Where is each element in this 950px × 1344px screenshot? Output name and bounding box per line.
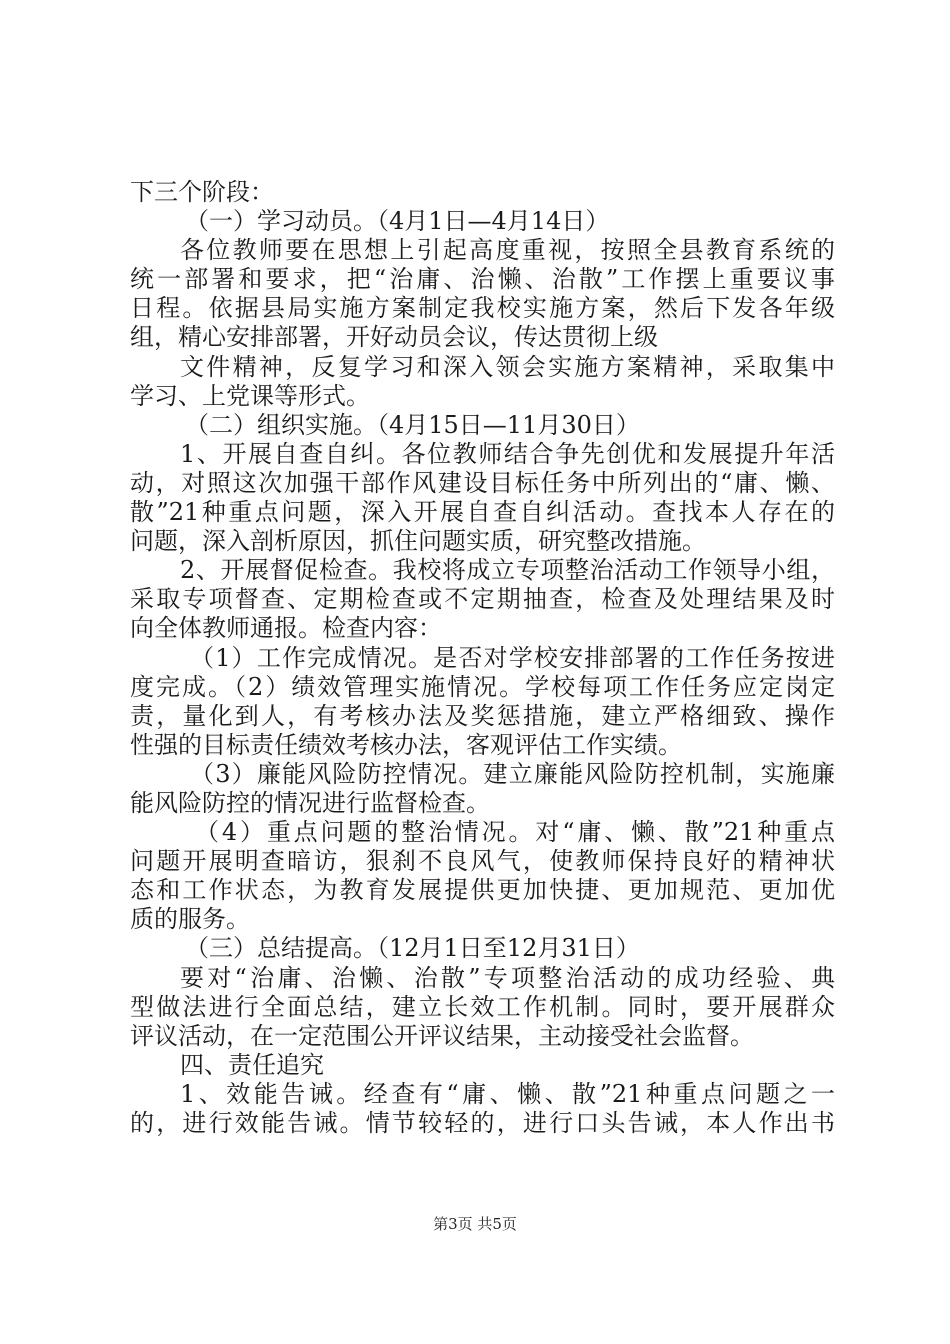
section-heading: （二）组织实施。（4月15日—11月30日） bbox=[185, 410, 640, 439]
page-number: 第3页 共5页 bbox=[433, 1215, 517, 1233]
paragraph-line: 下三个阶段： bbox=[130, 178, 274, 206]
paragraph-line: 文件精神，反复学习和深入领会实施方案精神，采取集中 bbox=[180, 352, 835, 381]
paragraph-line: 1、开展自查自纠。各位教师结合争先创优和发展提升年活 bbox=[180, 439, 835, 468]
paragraph-line: 采取专项督查、定期检查或不定期抽查，检查及处理结果及时 bbox=[130, 585, 835, 614]
paragraph-line: 2、开展督促检查。我校将成立专项整治活动工作领导小组， bbox=[180, 556, 835, 585]
paragraph-line: 各位教师要在思想上引起高度重视，按照全县教育系统的 bbox=[180, 236, 835, 265]
paragraph-line: 评议活动，在一定范围公开评议结果，主动接受社会监督。 bbox=[130, 1021, 754, 1050]
paragraph-line: 问题，深入剖析原因，抓住问题实质，研究整改措施。 bbox=[130, 527, 706, 556]
paragraph-line: 要对“治庸、治懒、治散”专项整治活动的成功经验、典 bbox=[180, 963, 835, 992]
paragraph-line: （1）工作完成情况。是否对学校安排部署的工作任务按进 bbox=[190, 643, 835, 672]
paragraph-line: 态和工作状态，为教育发展提供更加快捷、更加规范、更加优 bbox=[130, 876, 835, 905]
paragraph-line: 责，量化到人，有考核办法及奖惩措施，建立严格细致、操作 bbox=[130, 701, 835, 730]
paragraph-line: 向全体教师通报。检查内容： bbox=[130, 614, 442, 643]
paragraph-line: 组，精心安排部署，开好动员会议，传达贯彻上级 bbox=[130, 323, 658, 352]
paragraph-line: 性强的目标责任绩效考核办法，客观评估工作实绩。 bbox=[130, 730, 682, 759]
paragraph-line: （4）重点问题的整治情况。对“庸、懒、散”21种重点 bbox=[195, 818, 835, 847]
paragraph-line: 的，进行效能告诫。情节较轻的，进行口头告诫，本人作出书 bbox=[130, 1109, 835, 1137]
section-heading: （三）总结提高。（12月1日至12月31日） bbox=[185, 934, 640, 963]
section-heading: （一）学习动员。（4月1日—4月14日） bbox=[185, 207, 610, 236]
paragraph-line: 度完成。（2）绩效管理实施情况。学校每项工作任务应定岗定 bbox=[130, 672, 835, 701]
paragraph-line: 能风险防控的情况进行监督检查。 bbox=[130, 788, 490, 817]
paragraph-line: 动，对照这次加强干部作风建设目标任务中所列出的“庸、懒、 bbox=[130, 468, 835, 497]
paragraph-line: （3）廉能风险防控情况。建立廉能风险防控机制，实施廉 bbox=[190, 759, 835, 788]
document-body bbox=[130, 178, 835, 1138]
paragraph-line: 日程。依据县局实施方案制定我校实施方案，然后下发各年级 bbox=[130, 294, 835, 323]
paragraph-line: 1、效能告诫。经查有“庸、懒、散”21种重点问题之一 bbox=[180, 1079, 835, 1108]
paragraph-line: 质的服务。 bbox=[130, 905, 250, 934]
paragraph-line: 问题开展明查暗访，狠刹不良风气，使教师保持良好的精神状 bbox=[130, 847, 835, 876]
paragraph-line: 统一部署和要求，把“治庸、治懒、治散”工作摆上重要议事 bbox=[130, 265, 835, 294]
section-heading: 四、责任追究 bbox=[180, 1050, 324, 1079]
paragraph-line: 散”21种重点问题，深入开展自查自纠活动。查找本人存在的 bbox=[130, 498, 835, 527]
paragraph-line: 学习、上党课等形式。 bbox=[130, 381, 370, 410]
paragraph-line: 型做法进行全面总结，建立长效工作机制。同时，要开展群众 bbox=[130, 992, 835, 1021]
